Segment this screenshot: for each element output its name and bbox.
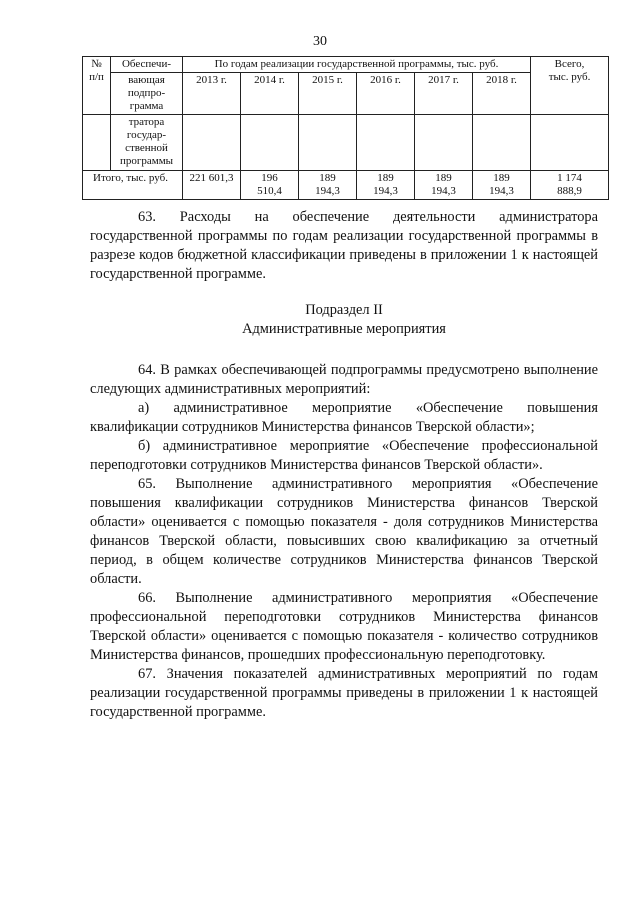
budget-table (82, 56, 609, 200)
row2-cell (531, 115, 609, 171)
total-2017-line1: 189 (435, 172, 452, 184)
header-total-line1: Всего, (554, 58, 585, 70)
subsection-heading (90, 301, 598, 339)
sub-line-3: грамма (129, 100, 164, 112)
total-2017-line2: 194,3 (431, 185, 456, 197)
total-2017 (415, 171, 473, 200)
row2-sub-line2: государ- (126, 129, 167, 141)
row2-sub-line3: ственной (125, 142, 168, 154)
paragraph-64: 64. В рамках обеспечивающей подпрограммы предусмотрено выполнение следующих административных мероприятий: (90, 362, 598, 397)
row2-cell (473, 115, 531, 171)
total-all (531, 171, 609, 200)
paragraph-66: 66. Выполнение административного мероприятия «Обеспечение профессиональной переподготовки сотрудников Министерства финансов Тверской области» оценивается с помощью показателя - количество сотрудников Министерства финансов, прошедших профессиональную переподготовку. (90, 590, 598, 663)
sub-line-2: подпро- (127, 87, 166, 99)
header-num-line2: п/п (89, 71, 104, 83)
total-2013-value: 221 601,3 (189, 172, 234, 184)
subsection-title: Подраздел II (305, 302, 383, 318)
total-2015-line1: 189 (319, 172, 336, 184)
total-2014-line2: 510,4 (257, 185, 282, 197)
row2-cell (299, 115, 357, 171)
header-subprogram-top: Обеспечи- (111, 57, 183, 73)
total-2016-line2: 194,3 (373, 185, 398, 197)
subsection-subtitle: Административные мероприятия (242, 321, 446, 337)
year-2018: 2018 г. (473, 73, 531, 115)
paragraph-67: 67. Значения показателей административных мероприятий по годам реализации государственной программы приведены в приложении 1 к настоящей государственной программе. (90, 666, 598, 720)
total-2016 (357, 171, 415, 200)
year-2017: 2017 г. (415, 73, 473, 115)
year-2015: 2015 г. (299, 73, 357, 115)
header-num-line1: № (91, 58, 102, 70)
paragraph-65: 65. Выполнение административного мероприятия «Обеспечение повышения квалификации сотрудников Министерства финансов Тверской области» оценивается с помощью показателя - доля сотрудников Министерства финансов Тверской области, повысивших свою квалификацию за отчетный период, в общем количестве сотрудников Министерства финансов Тверской области. (90, 476, 598, 587)
header-total-line2: тыс. руб. (548, 71, 591, 83)
table-total-row (83, 171, 609, 200)
paragraph-64a: а) административное мероприятие «Обеспечение повышения квалификации сотрудников Министерства финансов Тверской области»; (90, 400, 598, 435)
table-header-row-1 (83, 57, 609, 73)
row2-cell (357, 115, 415, 171)
year-2014: 2014 г. (241, 73, 299, 115)
row2-cell (415, 115, 473, 171)
total-2014-line1: 196 (261, 172, 278, 184)
row2-sub-line1: тратора (128, 116, 165, 128)
total-all-line2: 888,9 (557, 185, 582, 197)
document-body (90, 208, 598, 722)
year-2016: 2016 г. (357, 73, 415, 115)
page-number: 30 (313, 34, 327, 49)
total-2013 (183, 171, 241, 200)
total-2018-line1: 189 (493, 172, 510, 184)
paragraph-64b: б) административное мероприятие «Обеспечение профессиональной переподготовки сотрудников Министерства финансов Тверской области». (90, 438, 598, 473)
header-group-years: По годам реализации государственной программы, тыс. руб. (183, 57, 531, 73)
table-row (83, 115, 609, 171)
header-total (531, 57, 609, 115)
total-2015 (299, 171, 357, 200)
total-all-line1: 1 174 (557, 172, 582, 184)
year-2013: 2013 г. (183, 73, 241, 115)
total-2018 (473, 171, 531, 200)
header-num (83, 57, 111, 115)
total-label: Итого, тыс. руб. (83, 171, 183, 200)
row2-cell (183, 115, 241, 171)
total-2018-line2: 194,3 (489, 185, 514, 197)
sub-line-1: вающая (128, 74, 165, 86)
row2-sub-line4: программы (119, 155, 174, 167)
row2-subprogram (111, 115, 183, 171)
paragraph-63: 63. Расходы на обеспечение деятельности администратора государственной программы по годам реализации государственной программы в разрезе кодов бюджетной классификации приведены в приложении 1 к настоящей государственной программе. (90, 209, 598, 282)
total-2016-line1: 189 (377, 172, 394, 184)
total-2014 (241, 171, 299, 200)
row2-cell (241, 115, 299, 171)
total-2015-line2: 194,3 (315, 185, 340, 197)
header-subprogram-rest (111, 73, 183, 115)
row2-num (83, 115, 111, 171)
table-header-row-2 (83, 73, 609, 115)
